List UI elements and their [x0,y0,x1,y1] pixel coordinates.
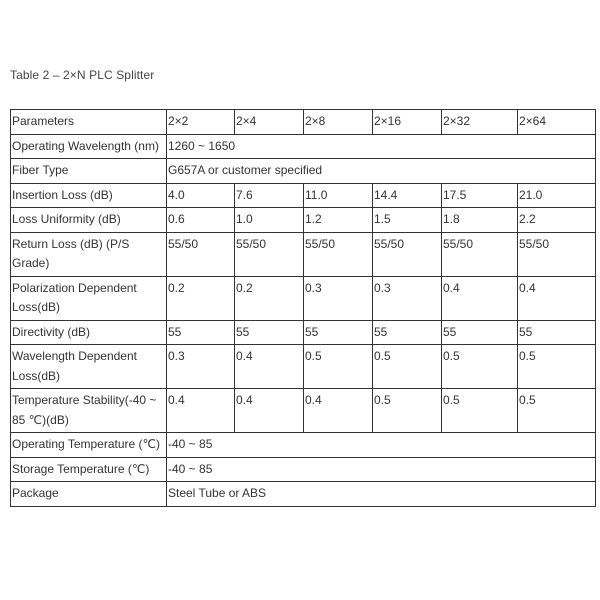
header-cell: 2×2 [167,110,235,135]
value-cell: 55 [167,320,235,345]
parameter-label-cell: Package [11,482,167,507]
value-cell: 0.4 [442,276,518,320]
spanning-value-cell: -40 ~ 85 [167,433,596,458]
value-cell: 0.2 [167,276,235,320]
value-cell: 0.3 [167,345,235,389]
value-cell: 0.3 [373,276,442,320]
value-cell: 55 [442,320,518,345]
value-cell: 1.8 [442,208,518,233]
value-cell: 55 [304,320,373,345]
parameter-label-cell: Storage Temperature (℃) [11,457,167,482]
table-header-row [11,110,596,135]
table-row [11,276,596,320]
value-cell: 2.2 [518,208,596,233]
table-row [11,345,596,389]
value-cell: 0.6 [167,208,235,233]
parameter-label-cell: Operating Temperature (℃) [11,433,167,458]
value-cell: 55/50 [442,232,518,276]
value-cell: 0.5 [304,345,373,389]
value-cell: 17.5 [442,183,518,208]
value-cell: 55 [518,320,596,345]
value-cell: 55/50 [167,232,235,276]
header-cell: Parameters [11,110,167,135]
value-cell: 0.5 [373,345,442,389]
value-cell: 4.0 [167,183,235,208]
value-cell: 55/50 [304,232,373,276]
value-cell: 0.4 [235,345,304,389]
table-caption: Table 2 – 2×N PLC Splitter [10,68,155,82]
parameter-label-cell: Wavelength Dependent Loss(dB) [11,345,167,389]
parameter-label-cell: Operating Wavelength (nm) [11,134,167,159]
value-cell: 7.6 [235,183,304,208]
table-row [11,320,596,345]
value-cell: 0.4 [235,389,304,433]
table-row [11,457,596,482]
header-cell: 2×16 [373,110,442,135]
header-cell: 2×64 [518,110,596,135]
value-cell: 0.4 [304,389,373,433]
value-cell: 55/50 [373,232,442,276]
spanning-value-cell: Steel Tube or ABS [167,482,596,507]
value-cell: 55 [235,320,304,345]
table-row [11,482,596,507]
table-row [11,208,596,233]
table-row [11,183,596,208]
parameter-label-cell: Insertion Loss (dB) [11,183,167,208]
value-cell: 0.5 [442,345,518,389]
value-cell: 0.5 [518,345,596,389]
value-cell: 14.4 [373,183,442,208]
table-body [11,110,596,507]
header-cell: 2×8 [304,110,373,135]
value-cell: 0.2 [235,276,304,320]
parameter-label-cell: Fiber Type [11,159,167,184]
value-cell: 21.0 [518,183,596,208]
table-row [11,134,596,159]
value-cell: 0.3 [304,276,373,320]
parameter-label-cell: Polarization Dependent Loss(dB) [11,276,167,320]
value-cell: 55 [373,320,442,345]
parameter-label-cell: Return Loss (dB) (P/S Grade) [11,232,167,276]
table-row [11,159,596,184]
table-row [11,232,596,276]
spanning-value-cell: -40 ~ 85 [167,457,596,482]
spanning-value-cell: G657A or customer specified [167,159,596,184]
table-row [11,389,596,433]
parameter-label-cell: Loss Uniformity (dB) [11,208,167,233]
value-cell: 0.4 [518,276,596,320]
header-cell: 2×32 [442,110,518,135]
value-cell: 0.5 [442,389,518,433]
parameter-label-cell: Directivity (dB) [11,320,167,345]
value-cell: 1.0 [235,208,304,233]
value-cell: 55/50 [518,232,596,276]
value-cell: 0.5 [518,389,596,433]
value-cell: 1.5 [373,208,442,233]
plc-splitter-spec-table [10,109,596,507]
header-cell: 2×4 [235,110,304,135]
value-cell: 0.4 [167,389,235,433]
parameter-label-cell: Temperature Stability(-40 ~ 85 ℃)(dB) [11,389,167,433]
value-cell: 1.2 [304,208,373,233]
value-cell: 0.5 [373,389,442,433]
value-cell: 55/50 [235,232,304,276]
value-cell: 11.0 [304,183,373,208]
table-row [11,433,596,458]
spanning-value-cell: 1260 ~ 1650 [167,134,596,159]
